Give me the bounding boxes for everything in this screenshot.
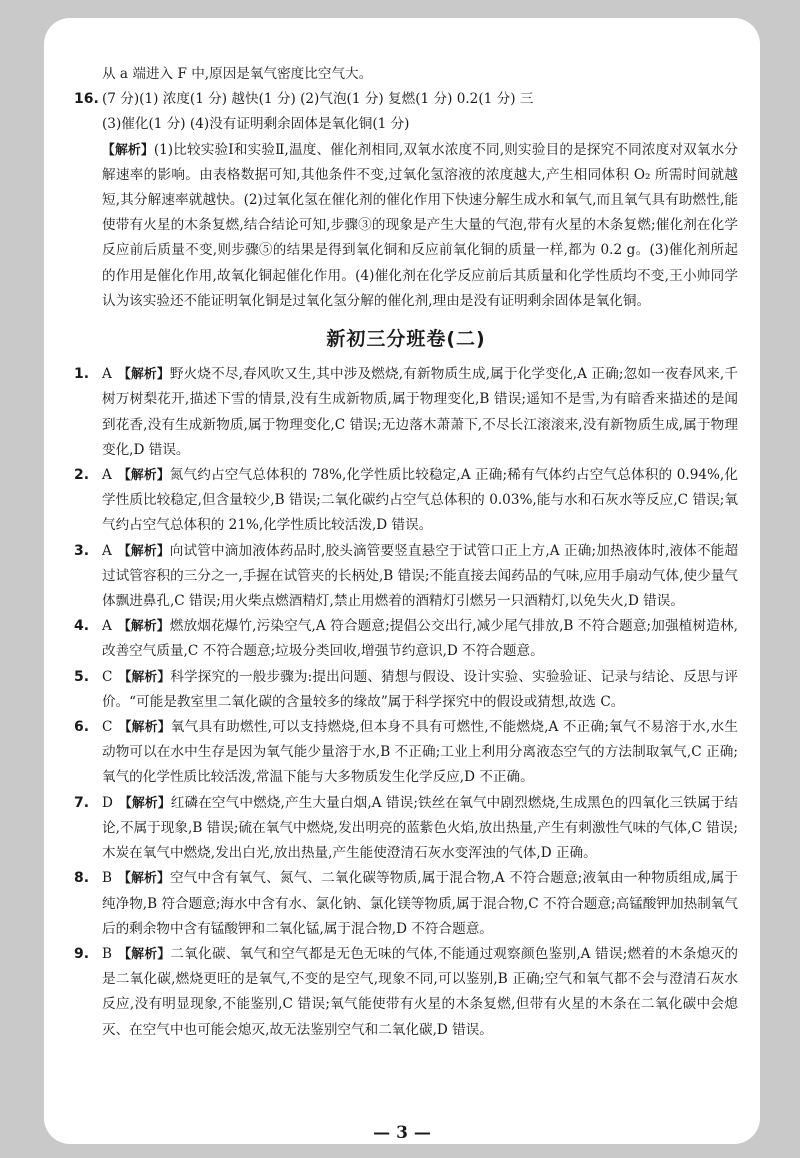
- question-number: 8.: [74, 870, 90, 887]
- question-number: 7.: [74, 794, 90, 811]
- question-item: [74, 463, 738, 539]
- question-item: [74, 791, 738, 867]
- question-body: [102, 866, 738, 942]
- question-body: [102, 463, 738, 539]
- explanation-text: 科学探究的一般步骤为:提出问题、猜想与假设、设计实验、实验验证、记录与结论、反思与评价。“可能是教室里二氧化碳的含量较多的缘故”属于科学探究中的假设或猜想,故选 C。: [102, 668, 739, 710]
- analysis-tag: 【解析】: [118, 669, 171, 685]
- explanation-text: 红磷在空气中燃烧,产生大量白烟,A 错误;铁丝在氧气中剧烈燃烧,生成黑色的四氧化三铁属于结论,不属于现象,B 错误;硫在氧气中燃烧,发出明亮的蓝紫色火焰,放出热量,产生有刺激性气味的气体,C 错误;木炭在氧气中燃烧,发出白光,放出热量,产生能使澄清石灰水变浑浊的气体,D 正确。: [102, 794, 739, 862]
- analysis-tag: 【解析】: [117, 367, 170, 383]
- question-item: [74, 539, 738, 615]
- question-number: 6.: [74, 719, 90, 736]
- page-content: [74, 62, 738, 1043]
- explanation-text: 向试管中滴加液体药品时,胶头滴管要竖直悬空于试管口正上方,A 正确;加热液体时,液体不能超过试管容积的三分之一,手握在试管夹的长柄处,B 错误;不能直接去闻药品的气味,应用手扇动气体,使少量气体飘进鼻孔,C 错误;用火柴点燃酒精灯,禁止用燃着的酒精灯引燃另一只酒精灯,以免失火,D 错误。: [102, 542, 738, 610]
- analysis-tag: 【解析】: [118, 795, 171, 811]
- question-number: 9.: [74, 945, 90, 962]
- explanation-text: 氮气约占空气总体积的 78%,化学性质比较稳定,A 正确;稀有气体约占空气总体积的 0.94%,化学性质比较稳定,但含量较少,B 错误;二氧化碳约占空气总体积的 0.03%,能与水和石灰水等反应,C 错误;氧气约占空气总体积的 21%,化学性质比较活泼,D 错误。: [102, 467, 738, 534]
- answer-choice: B: [102, 945, 112, 962]
- analysis-tag: 【解析】: [118, 871, 170, 887]
- question-body: [102, 942, 738, 1043]
- analysis-tag: 【解析】: [117, 619, 170, 635]
- question-number: 4.: [74, 618, 90, 635]
- question-body: [102, 715, 738, 791]
- answer-choice: B: [102, 870, 112, 887]
- answer-choice: C: [102, 668, 113, 685]
- analysis-tag: 【解析】: [102, 142, 154, 158]
- question-body: [102, 791, 738, 867]
- question-body: [102, 362, 738, 463]
- question-number: 3.: [74, 542, 90, 559]
- answer-choice: D: [102, 794, 113, 811]
- analysis-tag: 【解析】: [118, 720, 171, 736]
- answer-choice: C: [102, 719, 113, 736]
- explanation-text: 二氧化碳、氧气和空气都是无色无味的气体,不能通过观察颜色鉴别,A 错误;燃着的木条熄灭的是二氧化碳,燃烧更旺的是氧气,不变的是空气,现象不同,可以鉴别,B 正确;空气和氧气都不会与澄清石灰水反应,没有明显现象,不能鉴别,C 错误;氧气能使带有火星的木条复燃,但带有火星的木条在二氧化碳中会熄灭、在空气中也可能会熄灭,故无法鉴别空气和二氧化碳,D 错误。: [102, 945, 739, 1038]
- question-item: [74, 866, 738, 942]
- question-body: [102, 539, 738, 615]
- question-body: [102, 665, 738, 715]
- explanation-text: 氧气具有助燃性,可以支持燃烧,但本身不具有可燃性,不能燃烧,A 不正确;氧气不易溶于水,水生动物可以在水中生存是因为氧气能少量溶于水,B 不正确;工业上利用分离液态空气的方法制取氧气,C 正确;氧气的化学性质比较活泼,常温下能与大多物质发生化学反应,D 不正确。: [102, 719, 738, 786]
- answer-choice: A: [102, 542, 112, 559]
- page-number: — 3 —: [373, 1123, 431, 1143]
- explanation-text: 野火烧不尽,春风吹又生,其中涉及燃烧,有新物质生成,属于化学变化,A 正确;忽如一夜春风来,千树万树梨花开,描述下雪的情景,没有生成新物质,属于物理变化,B 错误;遥知不是雪,为有暗香来描述的是闻到花香,没有生成新物质,属于物理变化,C 错误;无边落木萧萧下,不尽长江滚滚来,没有新物质生成,属于物理变化,D 错误。: [102, 366, 738, 458]
- answer-choice: A: [102, 366, 112, 383]
- answer-choice: A: [102, 618, 112, 635]
- analysis-tag: 【解析】: [117, 468, 170, 484]
- continuation-text: 从 a 端进入 F 中,原因是氧气密度比空气大。: [102, 66, 373, 82]
- answer-line: (3)催化(1 分) (4)没有证明剩余固体是氧化铜(1 分): [102, 116, 410, 133]
- explanation: [102, 138, 738, 314]
- question-number: 16.: [74, 91, 99, 108]
- answer-line: (7 分)(1) 浓度(1 分) 越快(1 分) (2)气泡(1 分) 复燃(1 分) 0.2(1 分) 三: [102, 91, 534, 108]
- question-item: [74, 942, 738, 1043]
- question-number: 5.: [74, 668, 90, 685]
- question-item: [74, 665, 738, 715]
- question-number: 2.: [74, 467, 90, 484]
- analysis-tag: 【解析】: [117, 543, 170, 559]
- question-number: 1.: [74, 366, 90, 383]
- question-body: [102, 614, 738, 664]
- section-title: 新初三分班卷(二): [326, 328, 486, 351]
- question-list: [74, 362, 738, 1042]
- explanation-text: 燃放烟花爆竹,污染空气,A 符合题意;提倡公交出行,减少尾气排放,B 不符合题意;加强植树造林,改善空气质量,C 不符合题意;垃圾分类回收,增强节约意识,D 不符合题意。: [102, 618, 739, 660]
- analysis-tag: 【解析】: [118, 946, 171, 962]
- question-item: [74, 614, 738, 664]
- question-item: [74, 715, 738, 791]
- answer-choice: A: [102, 467, 112, 484]
- explanation-text: (1)比较实验Ⅰ和实验Ⅱ,温度、催化剂相同,双氧水浓度不同,则实验目的是探究不同浓度对双氧水分解速率的影响。由表格数据可知,其他条件不变,过氧化氢溶液的浓度越大,产生相同体积 O₂ 所需时间就越短,其分解速率就越快。(2)过氧化氢在催化剂的催化作用下快速分解生成水和氧气,而且氧气具有助燃性,能使带有火星的木条复燃,结合结论可知,步骤③的现象是产生大量的气泡,带有火星的木条复燃;催化剂在化学反应前后质量不变,则步骤⑤的结果是得到氧化铜和反应前氧化铜的质量一样,都为 0.2 g。(3)催化剂所起的作用是催化作用,故氧化铜起催化作用。(4)催化剂在化学反应前后其质量和化学性质均不变,王小帅同学认为该实验还不能证明氧化铜是过氧化氢分解的催化剂,理由是没有证明剩余固体是氧化铜。: [102, 141, 739, 309]
- question-16: [74, 87, 738, 314]
- explanation-text: 空气中含有氧气、氮气、二氧化碳等物质,属于混合物,A 不符合题意;液氧由一种物质组成,属于纯净物,B 符合题意;海水中含有水、氯化钠、氯化镁等物质,属于混合物,C 不符合题意;高锰酸钾加热制氧气后的剩余物中含有锰酸钾和二氧化锰,属于混合物,D 不符合题意。: [102, 870, 738, 937]
- question-item: [74, 362, 738, 463]
- document-page: [44, 18, 760, 1144]
